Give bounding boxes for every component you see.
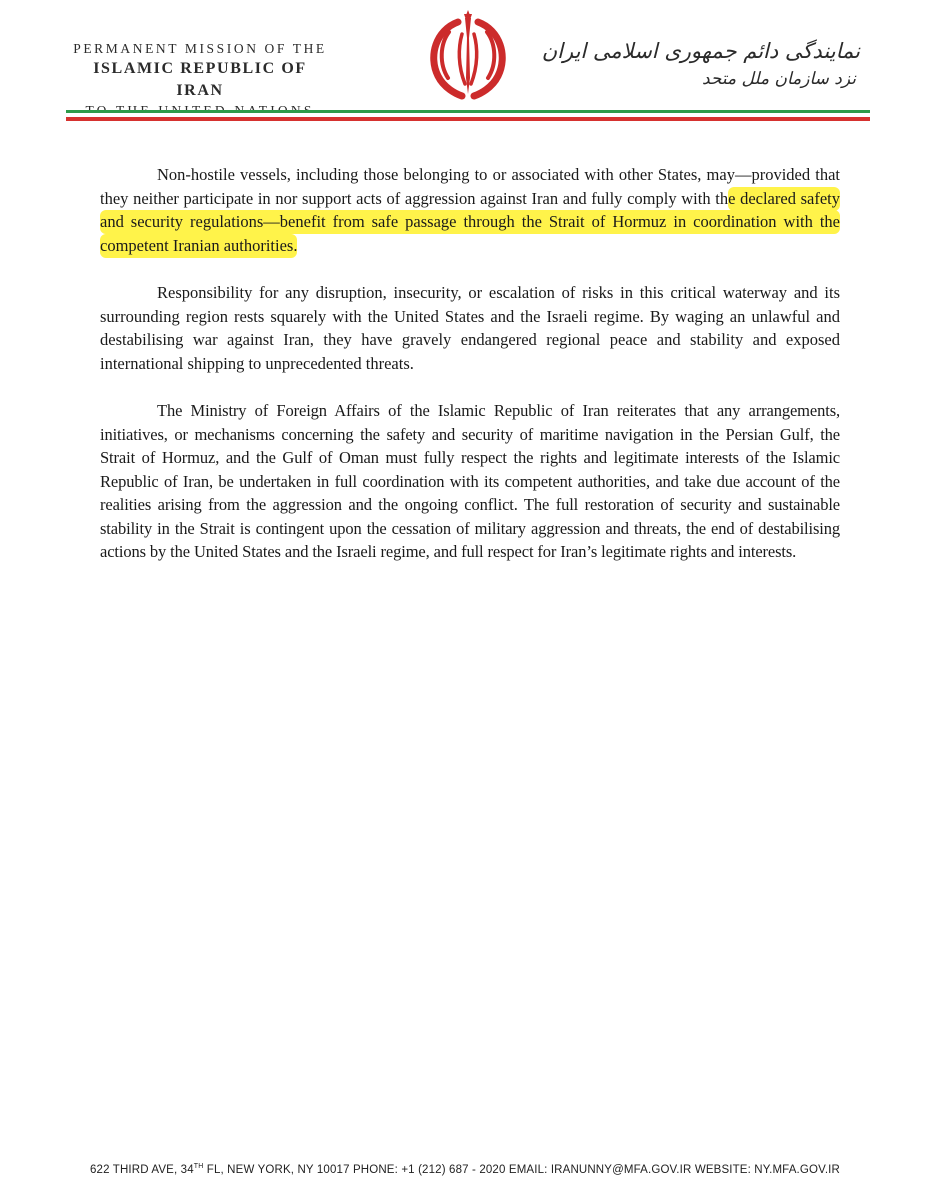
paragraph-3: The Ministry of Foreign Affairs of the Islamic Republic of Iran reiterates that any arrangements, initiatives, or mechanisms concerning the safety and security of maritime navigation in the Persian Gulf, the Strait of Hormuz, and the Gulf of Oman must fully respect the rights and legitimate interests of the Islamic Republic of Iran, be undertaken in full coordination with its competent authorities, and take due account of the realities arising from the aggression and the ongoing conflict. The full restoration of security and sustainable stability in the Strait is contingent upon the cessation of military aggression and threats, the end of destabilising actions by the United States and the Israeli regime, and full respect for Iran’s legitimate rights and interests.	[100, 401, 840, 561]
mission-name-line-2: ISLAMIC REPUBLIC OF IRAN	[93, 60, 307, 99]
footer-phone: PHONE: +1 (212) 687 - 2020	[352, 1164, 506, 1176]
footer-email: EMAIL: IRANUNNY@MFA.GOV.IR	[508, 1164, 692, 1176]
footer-website: WEBSITE: NY.MFA.GOV.IR	[694, 1164, 840, 1176]
white-rule	[66, 113, 870, 116]
mission-name-persian	[540, 36, 860, 92]
footer-address-end: FL, NEW YORK, NY 10017	[203, 1164, 350, 1176]
mission-name-persian-line-1: نمایندگی دائم جمهوری اسلامی ایران	[541, 39, 860, 63]
footer-address-superscript: TH	[193, 1163, 204, 1170]
footer-address-start: 622 THIRD AVE, 34	[90, 1164, 194, 1176]
mission-name-english	[70, 40, 330, 119]
paragraph-2: Responsibility for any disruption, insecurity, or escalation of risks in this critical waterway and its surrounding region rests squarely with the United States and the Israeli regime. By waging an unlawful and destabilising war against Iran, they have gravely endangered regional peace and stability and exposed international shipping to unprecedented threats.	[100, 283, 840, 373]
mission-name-line-1: PERMANENT MISSION OF THE	[73, 41, 327, 56]
mission-name-persian-line-2: نزد سازمان ملل متحد	[701, 69, 856, 89]
paragraph-1-text: Non-hostile vessels, including those belonging to or associated with other States, may—provided that they neither participate in nor support acts of aggression against Iran and fully comply with th	[100, 165, 840, 208]
letterhead	[0, 0, 930, 130]
paragraph-1	[100, 163, 840, 257]
letter-body	[100, 163, 840, 588]
red-rule	[66, 117, 870, 121]
iran-emblem-icon	[418, 8, 518, 100]
highlighted-text: e declared safety and security regulations—benefit from safe passage through the Strait of Hormuz in coordination with the competent Iranian authorities.	[100, 187, 840, 258]
footer-address	[90, 1164, 350, 1176]
footer-contact-line	[0, 1163, 930, 1176]
